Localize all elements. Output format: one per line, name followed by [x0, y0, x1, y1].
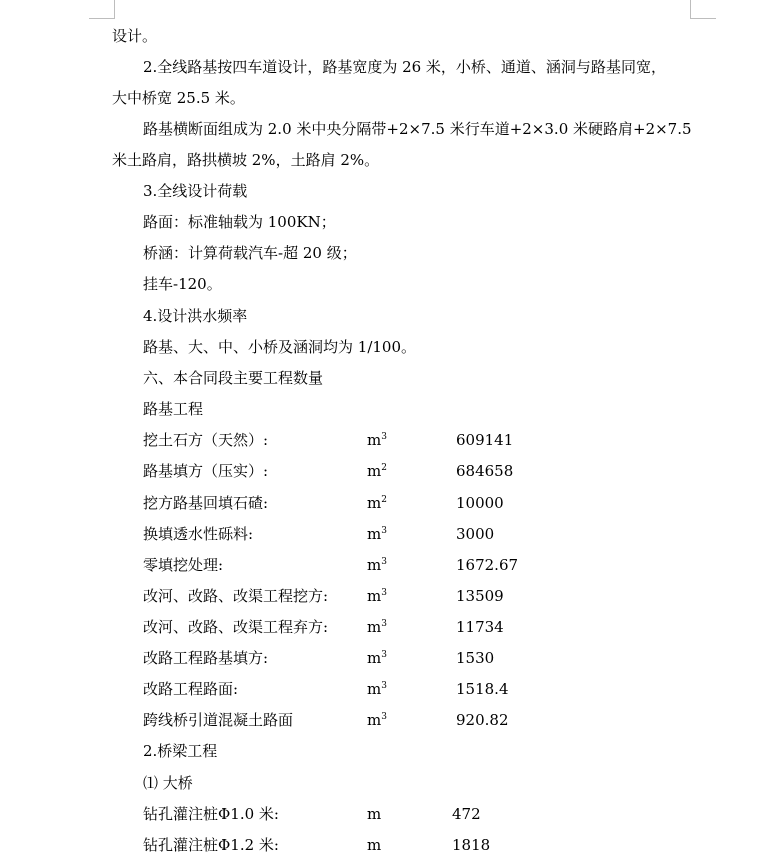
section-heading: 六、本合同段主要工程数量 — [143, 369, 324, 387]
subsection-heading: ⑴ 大桥 — [143, 774, 193, 792]
quantity-value: 13509 — [456, 587, 504, 605]
quantity-unit: $m^3$ — [367, 525, 387, 543]
quantity-unit: $m^3$ — [367, 556, 387, 574]
quantity-value: 10000 — [456, 494, 504, 512]
quantity-label: 改路工程路基填方: — [143, 649, 269, 667]
quantity-value: 920.82 — [456, 711, 509, 729]
paragraph-line: 路基、大、中、小桥及涵洞均为 1/100。 — [143, 338, 416, 356]
paragraph-line: 桥涵：计算荷载汽车-超 20 级； — [143, 244, 357, 262]
quantity-unit: $m^3$ — [367, 649, 387, 667]
paragraph-line: 3.全线设计荷载 — [143, 182, 248, 200]
paragraph-line: 挂车-120。 — [143, 275, 222, 293]
quantity-label: 路基填方（压实）: — [143, 462, 269, 480]
paragraph-line: 设计。 — [112, 27, 158, 45]
corner-mark-left-vertical — [114, 0, 115, 19]
corner-mark-left-horizontal — [89, 18, 115, 19]
quantity-unit: $m^3$ — [367, 711, 387, 729]
quantity-label: 挖方路基回填石碴: — [143, 494, 269, 512]
quantity-value: 472 — [452, 805, 481, 823]
quantity-label: 挖土石方（天然）: — [143, 431, 269, 449]
quantity-label: 钻孔灌注桩Φ1.0 米: — [143, 805, 279, 823]
quantity-label: 改河、改路、改渠工程弃方: — [143, 618, 329, 636]
corner-mark-right-horizontal — [690, 18, 716, 19]
quantity-value: 609141 — [456, 431, 514, 449]
paragraph-line: 大中桥宽 25.5 米。 — [112, 89, 245, 107]
quantity-value: 1672.67 — [456, 556, 519, 574]
corner-mark-right-vertical — [690, 0, 691, 19]
subsection-heading: 路基工程 — [143, 400, 204, 418]
quantity-value: 684658 — [456, 462, 514, 480]
quantity-value: 1530 — [456, 649, 495, 667]
paragraph-line: 米土路肩，路拱横坡 2%，土路肩 2%。 — [112, 151, 380, 169]
quantity-label: 换填透水性砾料: — [143, 525, 254, 543]
paragraph-line: 路面：标准轴载为 100KN； — [143, 213, 336, 231]
quantity-value: 1518.4 — [456, 680, 509, 698]
quantity-unit: m — [367, 836, 382, 854]
quantity-label: 跨线桥引道混凝土路面 — [143, 711, 294, 729]
quantity-value: 1818 — [452, 836, 491, 854]
quantity-unit: $m^2$ — [367, 494, 387, 512]
quantity-unit: m — [367, 805, 382, 823]
quantity-label: 改河、改路、改渠工程挖方: — [143, 587, 329, 605]
quantity-label: 改路工程路面: — [143, 680, 239, 698]
paragraph-line: 2.全线路基按四车道设计，路基宽度为 26 米，小桥、通道、涵洞与路基同宽， — [143, 58, 666, 76]
section-heading: 2.桥梁工程 — [143, 742, 218, 760]
quantity-label: 零填挖处理: — [143, 556, 224, 574]
quantity-unit: $m^3$ — [367, 618, 387, 636]
quantity-value: 11734 — [456, 618, 504, 636]
quantity-unit: $m^3$ — [367, 680, 387, 698]
quantity-unit: $m^3$ — [367, 587, 387, 605]
paragraph-line: 4.设计洪水频率 — [143, 307, 248, 325]
paragraph-line: 路基横断面组成为 2.0 米中央分隔带+2×7.5 米行车道+2×3.0 米硬路肩+2×7.5 — [143, 120, 692, 138]
quantity-value: 3000 — [456, 525, 495, 543]
quantity-unit: $m^3$ — [367, 431, 387, 449]
quantity-label: 钻孔灌注桩Φ1.2 米: — [143, 836, 279, 854]
quantity-unit: $m^2$ — [367, 462, 387, 480]
